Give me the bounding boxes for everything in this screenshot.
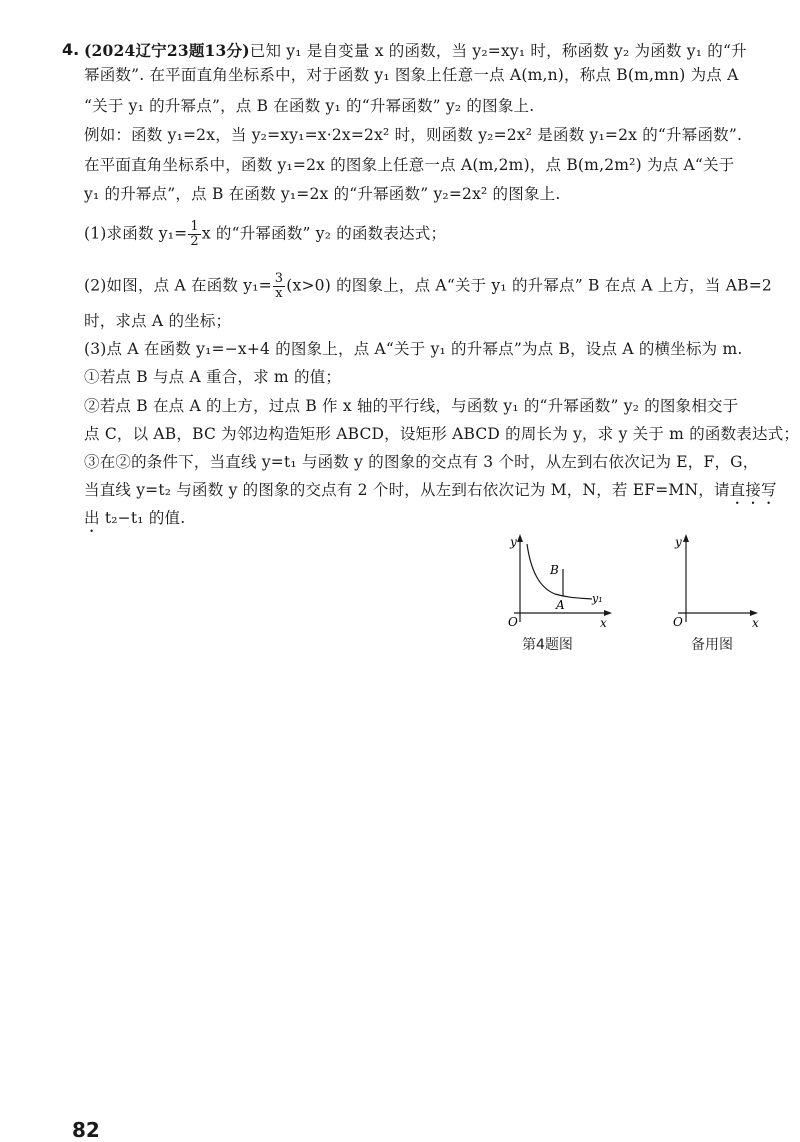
part1-prefix: (1)求函数 y₁= xyxy=(84,224,188,243)
problem-intro-line-3: “关于 y₁ 的升幂点”，点 B 在函数 y₁ 的“升幂函数” y₂ 的图象上. xyxy=(84,97,535,115)
figure-main xyxy=(500,532,620,637)
figure-spare-caption: 备用图 xyxy=(691,637,733,653)
part2-frac-numerator: 3 xyxy=(274,271,284,286)
part-3-question-3a: ③在②的条件下，当直线 y=t₁ 与函数 y 的图象的交点有 3 个时，从左到右依次记为 E，F，G， xyxy=(84,453,759,471)
intro-text-1: 已知 y₁ 是自变量 x 的函数，当 y₂=xy₁ 时，称函数 y₂ 为函数 y₁ 的“升 xyxy=(249,42,747,60)
part-3-question-3b xyxy=(84,479,777,508)
figure-spare xyxy=(668,532,768,637)
part-3-question-2a: ②若点 B 在点 A 的上方，过点 B 作 x 轴的平行线，与函数 y₁ 的“升幂函数” y₂ 的图象相交于 xyxy=(84,397,739,415)
part2-prefix: (2)如图，点 A 在函数 y₁= xyxy=(84,276,272,295)
main-label-b: B xyxy=(550,563,559,577)
spare-y-arrow xyxy=(683,534,689,542)
example-line-1: 例如：函数 y₁=2x，当 y₂=xy₁=x·2x=2x² 时，则函数 y₂=2x² 是函数 y₁=2x 的“升幂函数”. xyxy=(84,126,743,144)
part2-fraction xyxy=(273,272,285,301)
main-label-x: x xyxy=(600,616,607,630)
q3b-text: 当直线 y=t₂ 与函数 y 的图象的交点有 2 个时，从左到右依次记为 M，N，若 EF=MN，请 xyxy=(84,481,730,499)
spare-label-y: y xyxy=(675,535,682,549)
main-label-a: A xyxy=(556,598,565,612)
part-3-question-3c xyxy=(84,507,185,536)
spare-label-x: x xyxy=(752,616,759,630)
q3b-emphasis: 直接写 xyxy=(729,481,777,499)
page-number: 82 xyxy=(72,1118,100,1142)
problem-number: 4. xyxy=(62,40,80,59)
part1-suffix: x 的“升幂函数” y₂ 的函数表达式； xyxy=(201,224,447,243)
part1-frac-numerator: 1 xyxy=(190,219,199,234)
part-3-question-1: ①若点 B 与点 A 重合，求 m 的值； xyxy=(84,368,342,386)
example-line-3: y₁ 的升幂点”，点 B 在函数 y₁=2x 的“升幂函数” y₂=2x² 的图象上. xyxy=(84,185,561,203)
part-1 xyxy=(84,220,446,249)
problem-intro-line-2: 幂函数”. 在平面直角坐标系中，对于函数 y₁ 图象上任意一点 A(m,n)，称点 B(m,mn) 为点 A xyxy=(84,66,739,84)
main-y-arrow xyxy=(517,534,523,542)
main-label-o: O xyxy=(508,615,518,629)
problem-intro-line-1 xyxy=(84,40,747,62)
part-3-question-2b: 点 C，以 AB，BC 为邻边构造矩形 ABCD，设矩形 ABCD 的周长为 y，求 y 关于 m 的函数表达式； xyxy=(84,425,800,443)
main-curve-y1 xyxy=(527,544,592,599)
problem-source: (2024辽宁23题13分) xyxy=(84,41,250,60)
spare-label-o: O xyxy=(673,615,683,629)
part2-frac-denominator: x xyxy=(275,286,283,301)
part1-fraction xyxy=(188,220,200,249)
part2-suffix: (x>0) 的图象上，点 A“关于 y₁ 的升幂点” B 在点 A 上方，当 AB=2 xyxy=(286,276,772,295)
part-3-line-1: (3)点 A 在函数 y₁=−x+4 的图象上，点 A“关于 y₁ 的升幂点”为点 B，设点 A 的横坐标为 m. xyxy=(84,340,743,358)
part-2-line-2: 时，求点 A 的坐标； xyxy=(84,312,232,330)
q3c-text: t₂−t₁ 的值. xyxy=(99,509,186,527)
main-label-y: y xyxy=(510,535,517,549)
main-label-curve: y₁ xyxy=(592,592,603,605)
part1-frac-denominator: 2 xyxy=(190,234,199,249)
q3c-emphasis: 出 xyxy=(84,509,100,527)
figure-main-caption: 第4题图 xyxy=(522,637,573,653)
part-2 xyxy=(84,272,772,301)
example-line-2: 在平面直角坐标系中，函数 y₁=2x 的图象上任意一点 A(m,2m)，点 B(m,2m²) 为点 A“关于 xyxy=(84,156,735,174)
